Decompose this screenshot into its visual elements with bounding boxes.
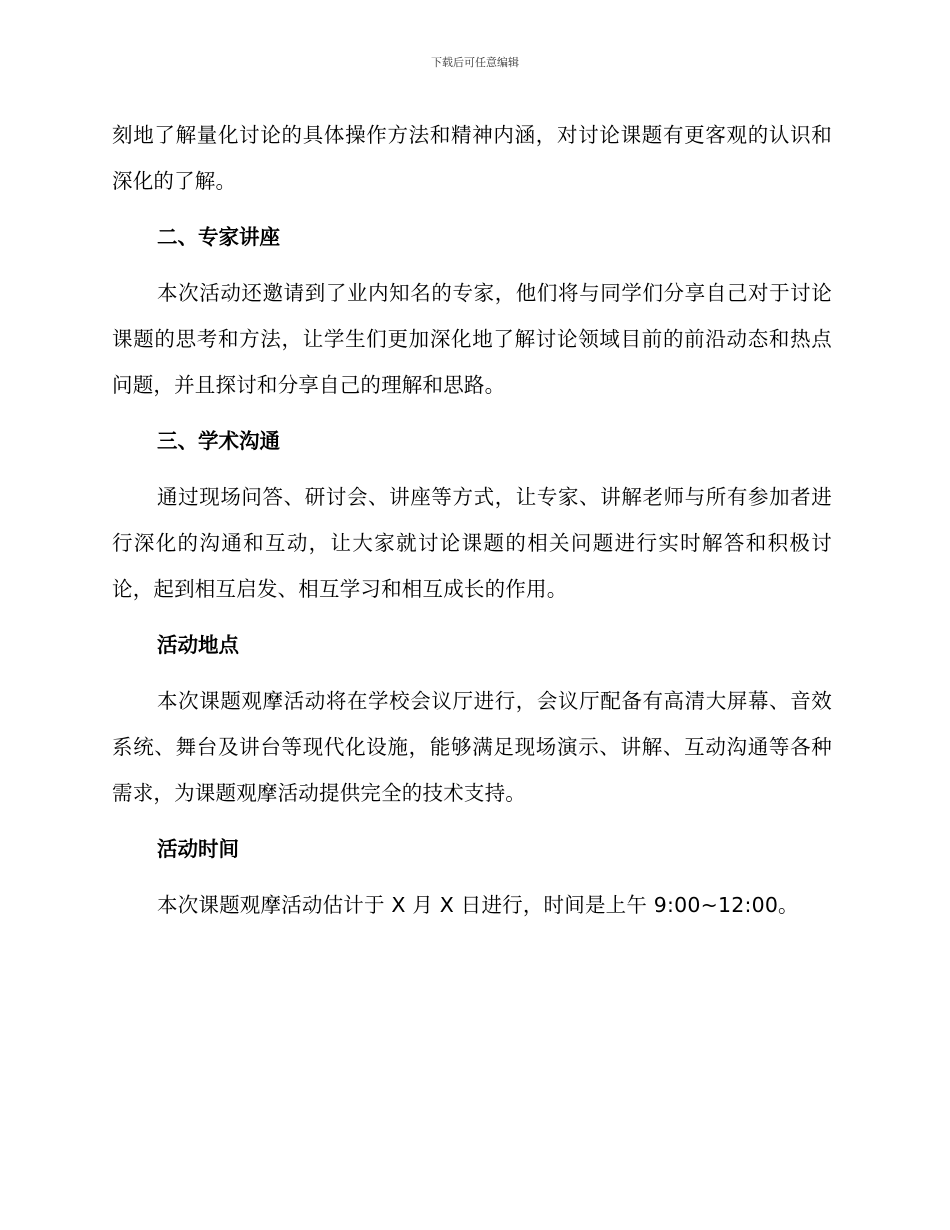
section-heading-time: 活动时间 [157, 837, 239, 861]
section-heading-academic-communication: 三、学术沟通 [157, 429, 280, 453]
section-heading-venue: 活动地点 [157, 633, 239, 657]
header-note: 下载后可任意编辑 [431, 56, 519, 69]
section-heading-expert-lecture: 二、专家讲座 [157, 225, 280, 249]
document-body [112, 112, 832, 938]
paragraph-time: 本次课题观摩活动估计于 X 月 X 日进行，时间是上午 9:00~12:00。 [157, 893, 799, 917]
paragraph-continuation: 刻地了解量化讨论的具体操作方法和精神内涵，对讨论课题有更客观的认识和深化的了解。 [112, 123, 832, 193]
paragraph-expert-lecture: 本次活动还邀请到了业内知名的专家，他们将与同学们分享自己对于讨论课题的思考和方法，让学生们更加深化地了解讨论领域目前的前沿动态和热点问题，并且探讨和分享自己的理解和思路。 [112, 281, 832, 397]
paragraph-academic-communication: 通过现场问答、研讨会、讲座等方式，让专家、讲解老师与所有参加者进行深化的沟通和互动，让大家就讨论课题的相关问题进行实时解答和积极讨论，起到相互启发、相互学习和相互成长的作用。 [112, 485, 832, 601]
paragraph-venue: 本次课题观摩活动将在学校会议厅进行，会议厅配备有高清大屏幕、音效系统、舞台及讲台等现代化设施，能够满足现场演示、讲解、互动沟通等各种需求，为课题观摩活动提供完全的技术支持。 [112, 689, 832, 805]
